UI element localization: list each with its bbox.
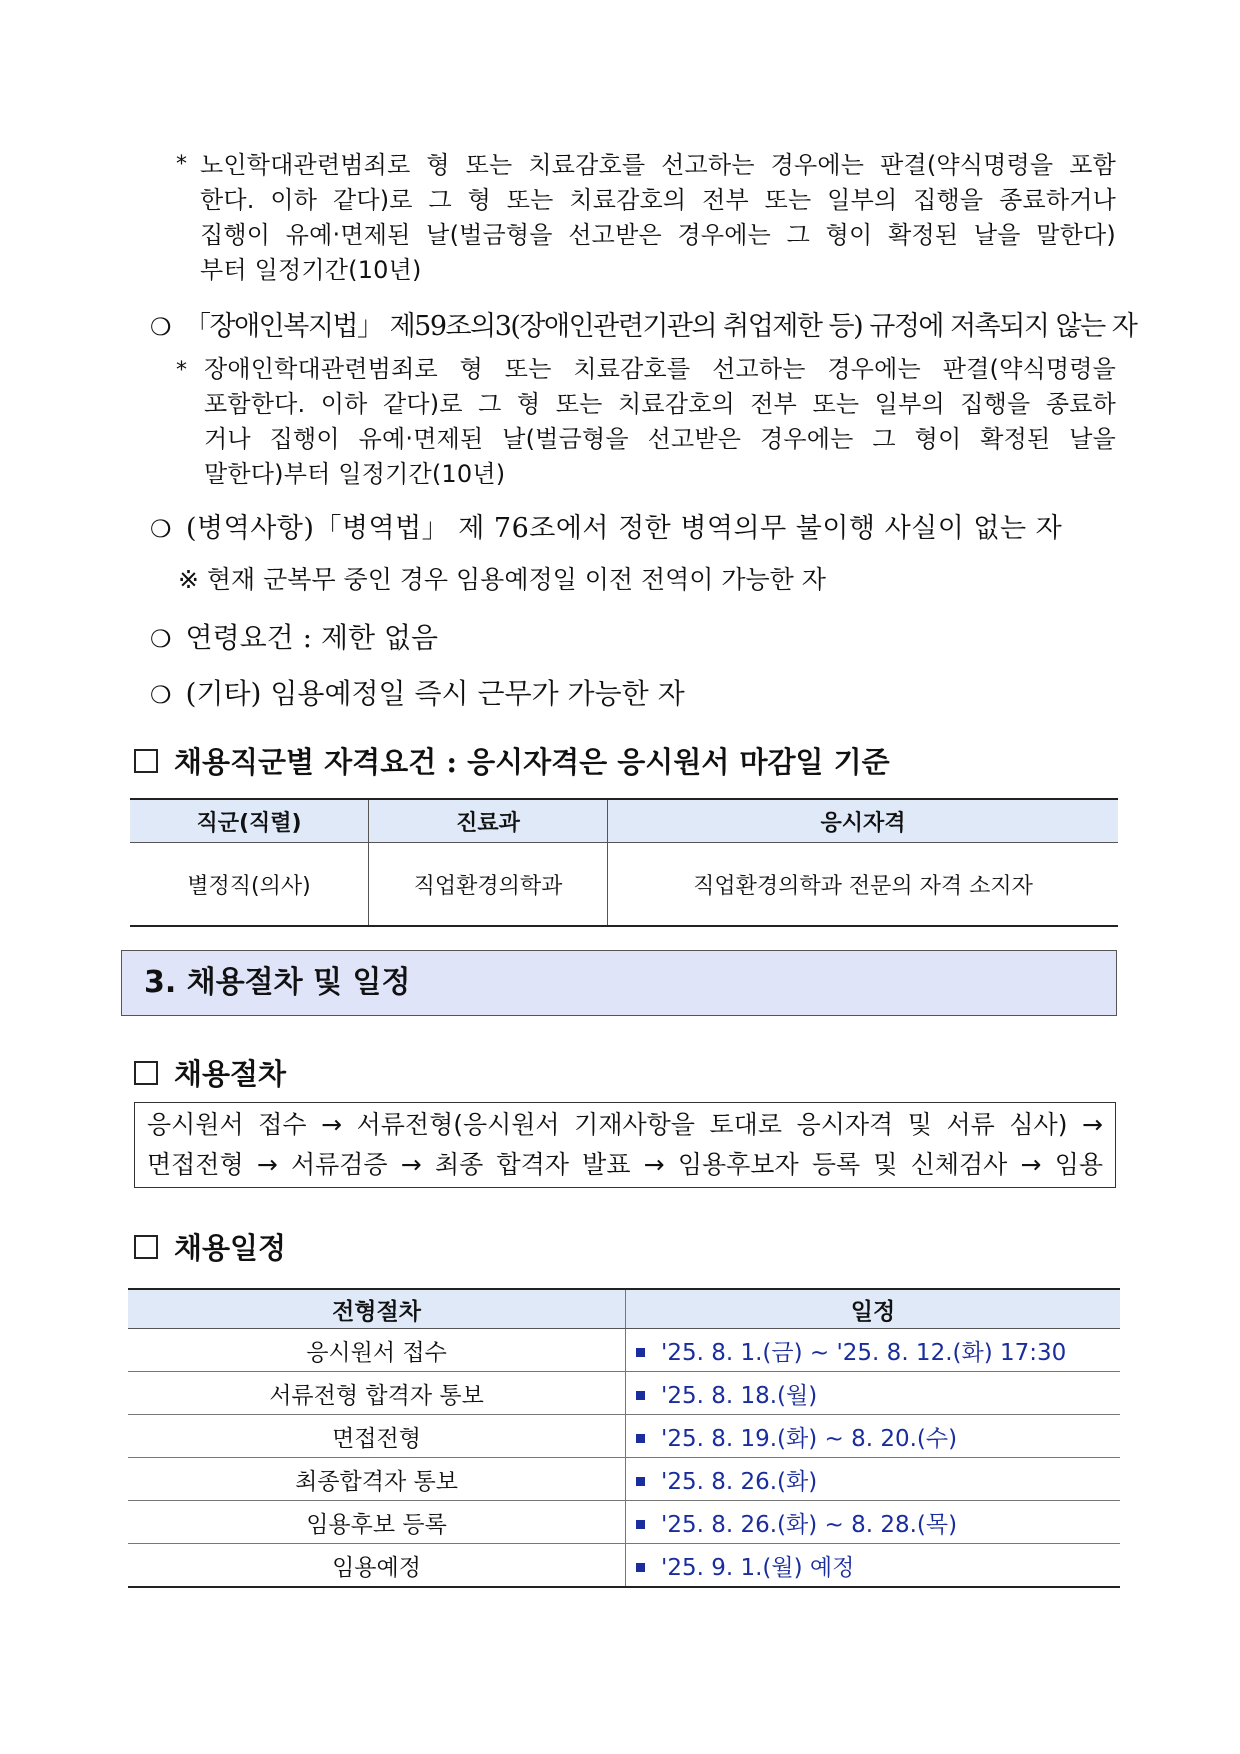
cell-qualification: 직업환경의학과 전문의 자격 소지자 [608,843,1119,927]
schedule-step: 면접전형 [128,1415,626,1458]
checkbox-square-icon [134,1061,158,1085]
procedure-heading: 채용절차 [134,1052,286,1093]
circle-bullet-icon: ❍ [150,681,172,709]
note-asterisk: * [176,152,187,177]
schedule-step: 최종합격자 통보 [128,1458,626,1501]
schedule-step: 서류전형 합격자 통보 [128,1372,626,1415]
note-disability-abuse: 장애인학대관련범죄로 형 또는 치료감호를 선고하는 경우에는 판결(약식명령을 포함한다. 이하 같다)로 그 형 또는 치료감호의 전부 또는 일부의 집행을 종료하 거나 집행이 유예‧면제된 날(벌금형을 선고받은 경우에는 그 형이 확정된 날을 말한다)부터 일정기간(10년) [204,355,1116,488]
cell-department: 직업환경의학과 [369,843,608,927]
note-asterisk: * [176,358,187,383]
checkbox-square-icon [134,749,158,773]
square-bullet-icon [636,1391,645,1400]
table-header-row [130,799,1118,843]
header-date: 일정 [626,1289,1121,1329]
table-header-row [128,1289,1120,1329]
table-row [128,1329,1120,1372]
item-military: ❍ (병역사항)「병역법」 제 76조에서 정한 병역의무 불이행 사실이 없는 자 [150,513,1063,544]
square-bullet-icon [636,1348,645,1357]
table-row [128,1415,1120,1458]
item-age: ❍ 연령요건 : 제한 없음 [150,621,439,654]
schedule-date: '25. 8. 19.(화) ~ 8. 20.(수) [626,1415,1121,1458]
square-bullet-icon [636,1520,645,1529]
table-row [128,1458,1120,1501]
schedule-date: '25. 8. 26.(화) ~ 8. 28.(목) [626,1501,1121,1544]
cell-job-group: 별정직(의사) [130,843,369,927]
item-other: ❍ (기타) 임용예정일 즉시 근무가 가능한 자 [150,677,685,710]
note-elder-abuse: 노인학대관련범죄로 형 또는 치료감호를 선고하는 경우에는 판결(약식명령을 포함 한다. 이하 같다)로 그 형 또는 치료감호의 전부 또는 일부의 집행을 종료하거나 집행이 유예‧면제된 날(벌금형을 선고받은 경우에는 그 형이 확정된 날을 말한다) 부터 일정기간(10년) [200,151,1116,284]
table-row [128,1544,1120,1588]
item-disability-law: ❍ 「장애인복지법」 제59조의3(장애인관련기관의 취업제한 등) 규정에 저촉되지 않는 자 [150,311,1137,342]
checkbox-square-icon [134,1235,158,1259]
circle-bullet-icon: ❍ [150,515,173,543]
header-step: 전형절차 [128,1289,626,1329]
schedule-step: 임용후보 등록 [128,1501,626,1544]
square-bullet-icon [636,1477,645,1486]
schedule-heading: 채용일정 [134,1226,286,1267]
header-department: 진료과 [369,799,608,843]
qualification-heading: 채용직군별 자격요건 : 응시자격은 응시원서 마감일 기준 [134,740,890,781]
procedure-box: 응시원서 접수 → 서류전형(응시원서 기재사항을 토대로 응시자격 및 서류 심사) → 면접전형 → 서류검증 → 최종 합격자 발표 → 임용후보자 등록 및 신체검사 → 임용 [134,1102,1116,1188]
schedule-step: 임용예정 [128,1544,626,1588]
schedule-table [128,1288,1120,1588]
schedule-date: '25. 8. 18.(월) [626,1372,1121,1415]
schedule-date: '25. 8. 26.(화) [626,1458,1121,1501]
qualification-table [130,798,1118,927]
schedule-step: 응시원서 접수 [128,1329,626,1372]
header-qualification: 응시자격 [608,799,1119,843]
circle-bullet-icon: ❍ [150,625,172,653]
square-bullet-icon [636,1563,645,1572]
military-note: ※ 현재 군복무 중인 경우 임용예정일 이전 전역이 가능한 자 [178,565,826,594]
schedule-date: '25. 8. 1.(금) ~ '25. 8. 12.(화) 17:30 [626,1329,1121,1372]
table-row [128,1501,1120,1544]
section-title: 3. 채용절차 및 일정 [121,950,1117,1016]
table-row [130,843,1118,927]
table-row [128,1372,1120,1415]
square-bullet-icon [636,1434,645,1443]
circle-bullet-icon: ❍ [150,313,171,341]
schedule-date: '25. 9. 1.(월) 예정 [626,1544,1121,1588]
header-job-group: 직군(직렬) [130,799,369,843]
